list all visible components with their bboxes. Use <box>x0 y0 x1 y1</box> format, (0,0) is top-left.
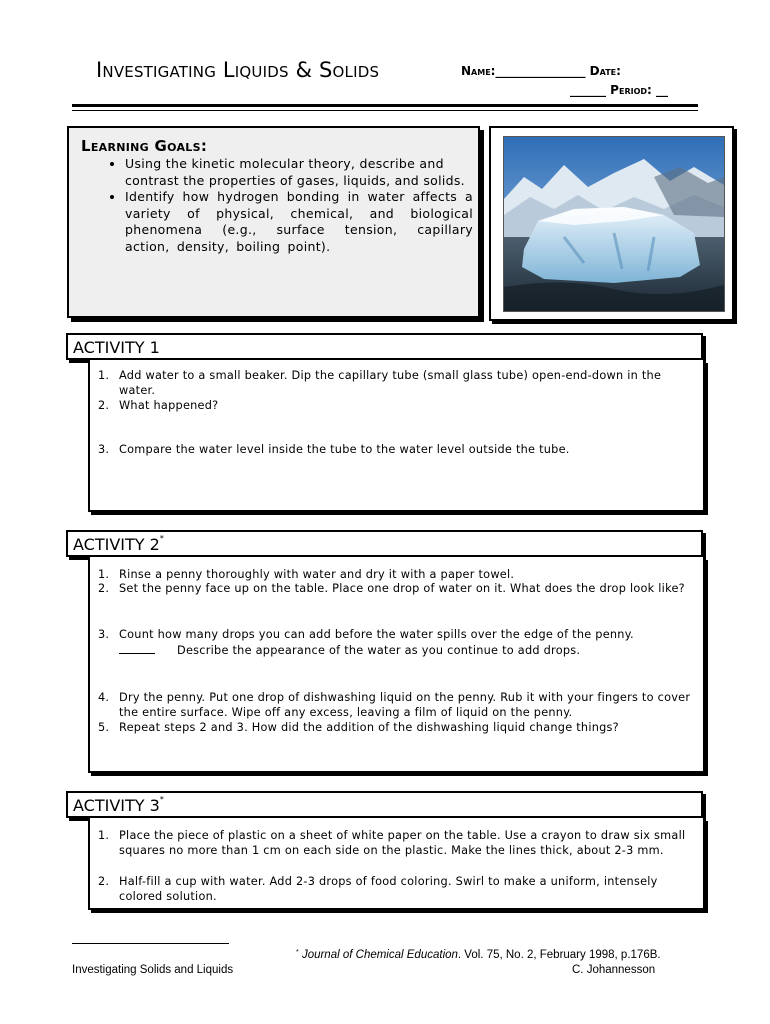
footer-author: C. Johannesson <box>572 964 656 976</box>
activity-1-step: 3. Compare the water level inside the tube to the water level outside the tube. <box>98 443 570 456</box>
name-date-field <box>461 64 621 78</box>
activity-2-step: 3. Count how many drops you can add before the water spills over the edge of the penny. Describe the appearance of the water as you continue to add drops. <box>98 628 634 658</box>
activity-2-step: 1. Rinse a penny thoroughly with water and dry it with a paper towel. <box>98 568 515 581</box>
footnote-marker: * <box>159 534 164 543</box>
header-rule-thick <box>72 104 698 107</box>
activity-2-step: 5. Repeat steps 2 and 3. How did the addition of the dishwashing liquid change things? <box>98 721 619 734</box>
footnote-marker: * <box>296 949 299 956</box>
activity-1-header <box>66 333 703 360</box>
learning-goal-item: • Using the kinetic molecular theory, describe and contrast the properties of gases, liquids, and solids. <box>125 156 473 189</box>
footnote-rule <box>72 943 229 944</box>
activity-2-title: ACTIVITY 2 <box>73 535 160 554</box>
activity-2-header <box>66 530 703 557</box>
date-field: Date: <box>589 64 621 78</box>
activity-3-step: 1. Place the piece of plastic on a sheet of white paper on the table. Use a crayon to draw six small squares no more than 1 cm on each side on the plastic. Make the lines thick, about 2-3 mm. <box>98 829 686 858</box>
activity-1-step: 1. Add water to a small beaker. Dip the capillary tube (small glass tube) open-end-down in the water. <box>98 369 662 398</box>
photo-frame <box>489 126 734 321</box>
activity-3-title: ACTIVITY 3 <box>73 796 160 815</box>
page-title: Investigating Liquids & Solids <box>96 58 380 82</box>
period-field: ______ Period: __ <box>570 83 668 97</box>
activity-2-step: 2. Set the penny face up on the table. Place one drop of water on it. What does the drop look like? <box>98 582 685 595</box>
footnote-marker: * <box>159 795 164 804</box>
learning-goals-box <box>67 126 480 318</box>
activity-2-body <box>88 557 705 773</box>
footnote-citation: . Vol. 75, No. 2, February 1998, p.176B. <box>457 949 661 961</box>
learning-goal-item: • Identify how hydrogen bonding in water affects a variety of physical, chemical, and biological phenomena (e.g., surface tension, capillary action, density, boiling point). <box>125 189 473 255</box>
name-field: Name:_______________ <box>461 64 586 78</box>
footnote-journal: Journal of Chemical Education <box>301 949 458 961</box>
header-rule-thin <box>72 110 698 111</box>
activity-3-step: 2. Half-fill a cup with water. Add 2-3 drops of food coloring. Swirl to make a uniform, intensely colored solution. <box>98 875 658 904</box>
activity-1-body <box>88 360 705 512</box>
activity-1-title: ACTIVITY 1 <box>73 338 160 357</box>
activity-2-step: 4. Dry the penny. Put one drop of dishwashing liquid on the penny. Rub it with your fingers to cover the entire surface. Wipe off any excess, leaving a film of liquid on the penny. <box>98 691 691 720</box>
footnote <box>296 949 661 961</box>
footer-document-title: Investigating Solids and Liquids <box>72 964 234 976</box>
activity-3-body <box>88 818 705 910</box>
activity-1-step: 2. What happened? <box>98 399 219 412</box>
learning-goals-title: Learning Goals: <box>81 137 208 155</box>
answer-blank <box>119 642 155 654</box>
iceberg-photo <box>503 136 725 312</box>
learning-goals-list <box>97 156 473 256</box>
activity-3-header <box>66 791 703 818</box>
